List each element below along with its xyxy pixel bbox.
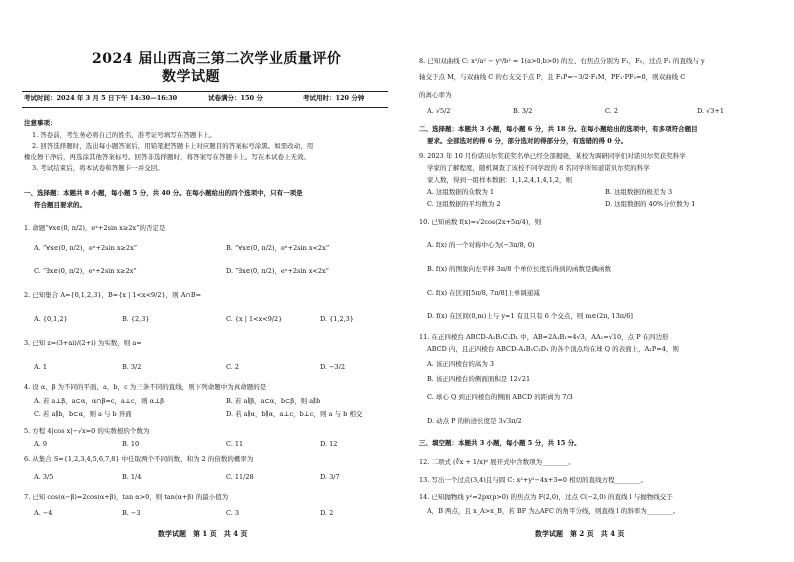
- section-1-heading-cont: 符合题目要求的。: [34, 201, 86, 209]
- question-6: 6. 从集合 S={1,2,3,4,5,6,7,8} 中任取两个不同的数，和为 2 的倍数的概率为: [24, 455, 254, 463]
- question-14: 14. 已知抛物线 y²=2px(p>0) 的焦点为 F(2,0)，过点 C(−2,0) 的直线 l 与抛物线交于: [419, 493, 673, 501]
- note-line: 1. 答卷前，考生务必将自己的姓名、准考证号填写在答题卡上。: [32, 131, 216, 139]
- q8-option-d: D. √3+1: [697, 107, 724, 115]
- q2-option-a: A. {0,1,2}: [34, 315, 68, 323]
- question-11-cont: ABCD 内，且正四棱台 ABCD-A₁B₁C₁D₁ 的各个顶点均在球 Q 的表面上，A₁P=4，则: [427, 345, 679, 353]
- q9-option-a: A. 这组数据的众数为 1: [427, 188, 495, 196]
- q6-option-a: A. 3/5: [34, 473, 54, 481]
- q7-option-a: A. −4: [34, 509, 53, 517]
- question-10: 10. 已知函数 f(x)=√2cos(2x+5π/4)，则: [419, 218, 542, 226]
- question-9-cont: 学家的了解程度，随机调查了该校不同学段的 8 名同学所知道诺贝尔奖的科学: [427, 164, 650, 172]
- page-footer: 数学试题 第 2 页 共 4 页: [535, 529, 625, 538]
- question-8: 8. 已知双曲线 C: x²/a² − y²/b² = 1(a>0,b>0) 的左、右焦点分别为 F₁，F₂，过点 F₁ 的直线与 y: [419, 57, 705, 65]
- question-2: 2. 已知集合 A={0,1,2,3}，B={x | 1<x<9/2}，则 A∩B=: [24, 291, 202, 299]
- q8-option-c: C. 2: [605, 107, 619, 115]
- q7-option-b: B. −3: [122, 509, 141, 517]
- q5-option-b: B. 10: [122, 440, 140, 448]
- header-rule-bottom: [22, 107, 388, 108]
- q9-option-d: D. 这组数据的 40%分位数为 1: [605, 200, 696, 208]
- q9-option-b: B. 这组数据的极差为 3: [605, 188, 673, 196]
- q8-option-a: A. √5/2: [427, 107, 451, 115]
- section-1-heading: 一、选择题：本题共 8 小题，每小题 5 分，共 40 分。在每小题给出的四个选项中，只有一项是: [24, 189, 303, 197]
- page-footer: 数学试题 第 1 页 共 4 页: [158, 529, 248, 538]
- q6-option-d: D. 3/7: [320, 473, 340, 481]
- q9-option-c: C. 这组数据的平均数为 2: [427, 200, 501, 208]
- q11-option-b: B. 该正四棱台的侧面面积是 12√21: [427, 375, 531, 383]
- q8-option-b: B. 3/2: [513, 107, 533, 115]
- q10-option-d: D. f(x) 在区间(0,m)上与 y=1 有且只有 6 个交点，则 m∈(2π, 13π/6]: [427, 312, 633, 320]
- q11-option-a: A. 该正四棱台的高为 3: [427, 360, 495, 368]
- q7-option-c: C. 3: [226, 509, 240, 517]
- q5-option-d: D. 12: [320, 440, 338, 448]
- q6-option-c: C. 11/28: [226, 473, 254, 481]
- q10-option-c: C. f(x) 在区间[5π/8, 7π/8]上单调递减: [427, 289, 540, 297]
- q3-option-b: B. 3/2: [122, 363, 142, 371]
- question-7: 7. 已知 cos(α−β)=2cos(α+β)，tan α>0，则 tan(α+β) 的最小值为: [24, 493, 229, 501]
- exam-title: 2024 届山西高三第二次学业质量评价: [92, 51, 342, 67]
- q1-option-c: C. “∃x∈(0, π/2)，eˣ+2sin x≥2x”: [34, 267, 137, 275]
- question-4: 4. 设 α，β 为不同的平面，a，b，c 为三条不同的直线，则下列命题中为真命题的是: [24, 383, 267, 391]
- section-2-heading-cont: 要求。全部选对的得 6 分，部分选对的得部分分，有选错的得 0 分。: [427, 137, 628, 145]
- section-2-heading: 二、选择题：本题共 3 小题，每小题 6 分，共 18 分。在每小题给出的选项中，有多项符合题目: [419, 125, 698, 133]
- q4-option-a: A. 若 a⊥β，a⊂α，α∩β=c，a⊥c，则 α⊥β: [34, 397, 164, 405]
- q4-option-c: C. 若 a∥b，b⊂α，则 a 与 b 异面: [34, 410, 132, 418]
- q4-option-d: D. 若 a∥α，b∥α，a⊥c，b⊥c，则 a 与 b 相交: [226, 410, 363, 418]
- q11-option-d: D. 动点 P 的轨迹长度是 3√3π/2: [427, 417, 522, 425]
- q2-option-b: B. {2,3}: [122, 315, 150, 323]
- q3-option-a: A. 1: [34, 363, 47, 371]
- q6-option-b: B. 1/4: [122, 473, 142, 481]
- q3-option-d: D. −3/2: [320, 363, 346, 371]
- note-line: 橡皮擦干净后，再选涂其他答案标号。回答非选择题时，将答案写在答题卡上。写在本试卷上无效。: [24, 153, 310, 161]
- q5-option-a: A. 9: [34, 440, 47, 448]
- question-11: 11. 在正四棱台 ABCD-A₁B₁C₁D₁ 中，AB=2A₁B₁=4√3，AA₁=√10，点 P 在四边形: [419, 333, 669, 341]
- question-1: 1. 命题“∀x∈(0, π/2)，eˣ+2sin x≥2x”的否定是: [24, 224, 166, 232]
- question-14-cont: A，B 两点，且 x_A>x_B，若 BF 为△AFC 的角平分线，则直线 l 的斜率为________。: [427, 507, 680, 515]
- question-3: 3. 已知 z=(3+ai)/(2+i) 为实数，则 a=: [24, 339, 142, 347]
- exam-duration: 考试用时：120 分钟: [303, 94, 365, 102]
- q10-option-b: B. f(x) 的图象向左平移 3π/8 个单位长度后得到的函数是偶函数: [427, 265, 611, 273]
- page-2: [405, 0, 794, 562]
- question-13: 13. 写出一个过点(3,4)且与圆 C: x²+y²−4x+3=0 相切的直线方程________。: [419, 476, 648, 484]
- page-1: [0, 0, 395, 562]
- question-8-cont: 的离心率为: [419, 91, 452, 99]
- q11-option-c: C. 球心 Q 到正四棱台的侧面 ABCD 的距离为 7/3: [427, 393, 573, 401]
- question-5: 5. 方程 4|cos x|−√x=0 的实数根的个数为: [24, 427, 150, 435]
- note-line: 3. 考试结束后，将本试卷和答题卡一并交回。: [32, 164, 164, 172]
- q1-option-b: B. “∀x∈(0, π/2)，eˣ+2sin x<2x”: [226, 244, 330, 252]
- q2-option-d: D. {1,2,3}: [320, 315, 354, 323]
- q2-option-c: C. {x | 1<x<9/2}: [226, 315, 283, 323]
- q1-option-a: A. “∀x∈(0, π/2)，eˣ+2sin x≥2x”: [34, 244, 138, 252]
- question-12: 12. 二项式 (∛x + 1/x)⁶ 展开式中含数项为________。: [419, 458, 575, 466]
- q10-option-a: A. f(x) 的一个对称中心为(−3π/8, 0): [427, 241, 535, 249]
- question-9: 9. 2023 年 10 月份诺贝尔奖获奖名单已经全部揭晓，某校为调研同学们对诺贝尔奖获奖科学: [419, 152, 686, 160]
- question-8-cont: 轴交于点 M，与双曲线 C 的右支交于点 P，且 F₁P=−3/2·F₁M，PF₁·PF₂=0，则双曲线 C: [419, 73, 686, 81]
- question-9-cont: 家人数，得到一组样本数据：1,1,2,4,1,4,1,2，则: [427, 176, 573, 184]
- notes-heading: 注意事项：: [24, 119, 57, 127]
- note-line: 2. 回答选择题时，选出每小题答案后，用铅笔把答题卡上对应题目的答案标号涂黑。如需改动，用: [32, 142, 314, 150]
- exam-score: 试卷满分：150 分: [208, 94, 263, 102]
- q3-option-c: C. 2: [226, 363, 240, 371]
- q1-option-d: D. “∃x∈(0, π/2)，eˣ+2sin x<2x”: [226, 267, 329, 275]
- q7-option-d: D. 2: [320, 509, 334, 517]
- section-3-heading: 三、填空题：本题共 3 小题，每小题 5 分，共 15 分。: [419, 439, 581, 447]
- q4-option-b: B. 若 a∥β，a⊂α，b⊂β，则 a∥b: [226, 397, 321, 405]
- exam-subtitle: 数学试题: [162, 69, 220, 85]
- q5-option-c: C. 11: [226, 440, 244, 448]
- exam-time: 考试时间：2024 年 3 月 5 日下午 14:30—16:30: [24, 94, 178, 102]
- header-rule-top: [22, 91, 388, 92]
